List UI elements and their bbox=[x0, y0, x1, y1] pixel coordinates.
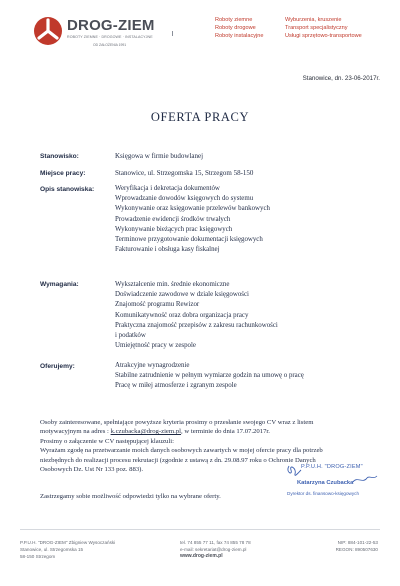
offer-label: Oferujemy: bbox=[40, 363, 75, 370]
position-value: Księgowa w firmie budowlanej bbox=[115, 152, 204, 160]
footer-line: tel. 74 855 77 11, fax 74 855 78 78 bbox=[180, 540, 251, 545]
list-item: Pracę w miłej atmosferze i zgranym zespole bbox=[115, 382, 237, 390]
description-list bbox=[115, 184, 270, 255]
footer-line: e-mail: sekretariat@drog-ziem.pl bbox=[180, 547, 247, 552]
stamp-role: Dyrektor ds. finansowo-księgowych bbox=[287, 491, 359, 496]
list-item: Terminowe przygotowanie dokumentacji księgowych bbox=[115, 236, 263, 244]
service-item: Roboty instalacyjne bbox=[215, 33, 264, 39]
location-label: Miejsce pracy: bbox=[40, 170, 86, 177]
logo-since: OD ZAŁOŻENIA 1991 bbox=[93, 43, 127, 47]
list-item: Znajomość programu Rewizor bbox=[115, 301, 200, 309]
footer-divider bbox=[20, 529, 380, 530]
list-item: i podatków bbox=[115, 332, 146, 340]
list-item: Fakturowanie i obsługa kasy fiskalnej bbox=[115, 246, 220, 254]
closing-line: Osobowych Dz. Ust Nr 133 poz. 883). bbox=[40, 466, 144, 474]
closing-line bbox=[40, 427, 380, 436]
list-item: Prowadzenie ewidencji środków trwałych bbox=[115, 215, 231, 223]
list-item: Wykonywanie bieżących prac księgowych bbox=[115, 225, 233, 233]
page-title: OFERTA PRACY bbox=[150, 110, 250, 124]
list-item: Atrakcyjne wynagrodzenie bbox=[115, 362, 190, 369]
closing-text: , w terminie do dnia 17.07.2017r. bbox=[180, 428, 270, 436]
location-value: Stanowice, ul. Strzegomska 15, Strzegom 58-150 bbox=[115, 169, 254, 177]
list-item: Komunikatywność oraz dobra organizacja pracy bbox=[115, 311, 249, 319]
list-item: Wprowadzanie dowodów księgowych do systemu bbox=[115, 195, 254, 203]
email-link[interactable]: k.czubacka@drog-ziem.pl bbox=[110, 428, 181, 436]
description-label: Opis stanowiska: bbox=[40, 186, 95, 193]
disclaimer-text: Zastrzegamy sobie możliwość odpowiedzi tylko na wybrane oferty. bbox=[40, 493, 221, 500]
footer-line: Stanowice, ul. Strzegomska 15 bbox=[20, 547, 84, 552]
header-divider bbox=[172, 31, 173, 36]
logo-emblem-icon bbox=[33, 16, 63, 46]
list-item: Doświadczenie zawodowe w dziale księgowości bbox=[115, 291, 249, 299]
position-label: Stanowisko: bbox=[40, 153, 79, 160]
stamp-company: P.P.U.H. "DROG-ZIEM" bbox=[301, 464, 363, 470]
logo-name: DROG-ZIEM bbox=[67, 17, 155, 34]
list-item: Weryfikacja i dekretacja dokumentów bbox=[115, 185, 220, 192]
closing-line: Wyrażam zgodę na przetwarzanie moich danych osobowych zawartych w mojej ofercie pracy dla potrzeb bbox=[40, 447, 323, 455]
list-item: Stabilne zatrudnienie w pełnym wymiarze godzin na umowę o pracę bbox=[115, 372, 304, 380]
services-column-2 bbox=[285, 16, 362, 40]
footer-contact bbox=[180, 539, 251, 560]
footer-address bbox=[20, 539, 115, 560]
footer-registry bbox=[336, 539, 378, 553]
footer-line: NIP: 884-101-22-53 bbox=[337, 540, 378, 545]
closing-line: niezbędnych do realizacji procesu rekrutacji (zgodnie z ustawą z dn. 29.08.97 roku o Ochronie Danych bbox=[40, 456, 316, 464]
list-item: Wykształcenie min. średnie ekonomiczne bbox=[115, 281, 230, 288]
list-item: Umiejętność pracy w zespole bbox=[115, 342, 196, 350]
company-logo bbox=[33, 16, 163, 52]
closing-text: motywacyjnym na adres : bbox=[40, 428, 111, 436]
website-link[interactable]: www.drog-ziem.pl bbox=[180, 553, 223, 559]
closing-line: Osoby zainteresowane, spełniające powyższe kryteria prosimy o przesłanie swojego CV wraz z listem bbox=[40, 419, 314, 426]
company-stamp bbox=[283, 462, 383, 508]
service-item: Usługi sprzętowo-transportowe bbox=[285, 33, 362, 39]
list-item: Praktyczna znajomość przepisów z zakresu rachunkowości bbox=[115, 321, 278, 329]
document-date: Stanowice, dn. 23-06-2017r. bbox=[302, 75, 380, 82]
service-item: Wyburzenia, kruszenie bbox=[285, 17, 342, 23]
footer-line: P.P.U.H. "DROG-ZIEM" Zbigniew Wysoczański bbox=[20, 540, 116, 545]
footer-line: REGON: 890507630 bbox=[335, 547, 378, 552]
offer-list bbox=[115, 361, 304, 392]
closing-line: Prosimy o załączenie w CV następującej klauzuli: bbox=[40, 437, 174, 445]
requirements-label: Wymagania: bbox=[40, 281, 79, 288]
footer-line: 58-150 Strzegom bbox=[20, 554, 56, 559]
list-item: Wykonywanie oraz księgowanie przelewów bankowych bbox=[115, 205, 270, 213]
service-item: Transport specjalistyczny bbox=[285, 25, 348, 31]
services-column-1 bbox=[215, 16, 264, 40]
stamp-name: Katarzyna Czubacka bbox=[297, 480, 354, 486]
logo-tagline: ROBOTY ZIEMNE · DROGOWE · INSTALACYJNE bbox=[67, 35, 153, 39]
service-item: Roboty drogowe bbox=[215, 25, 256, 31]
service-item: Roboty ziemne bbox=[215, 17, 253, 23]
requirements-list bbox=[115, 280, 278, 351]
